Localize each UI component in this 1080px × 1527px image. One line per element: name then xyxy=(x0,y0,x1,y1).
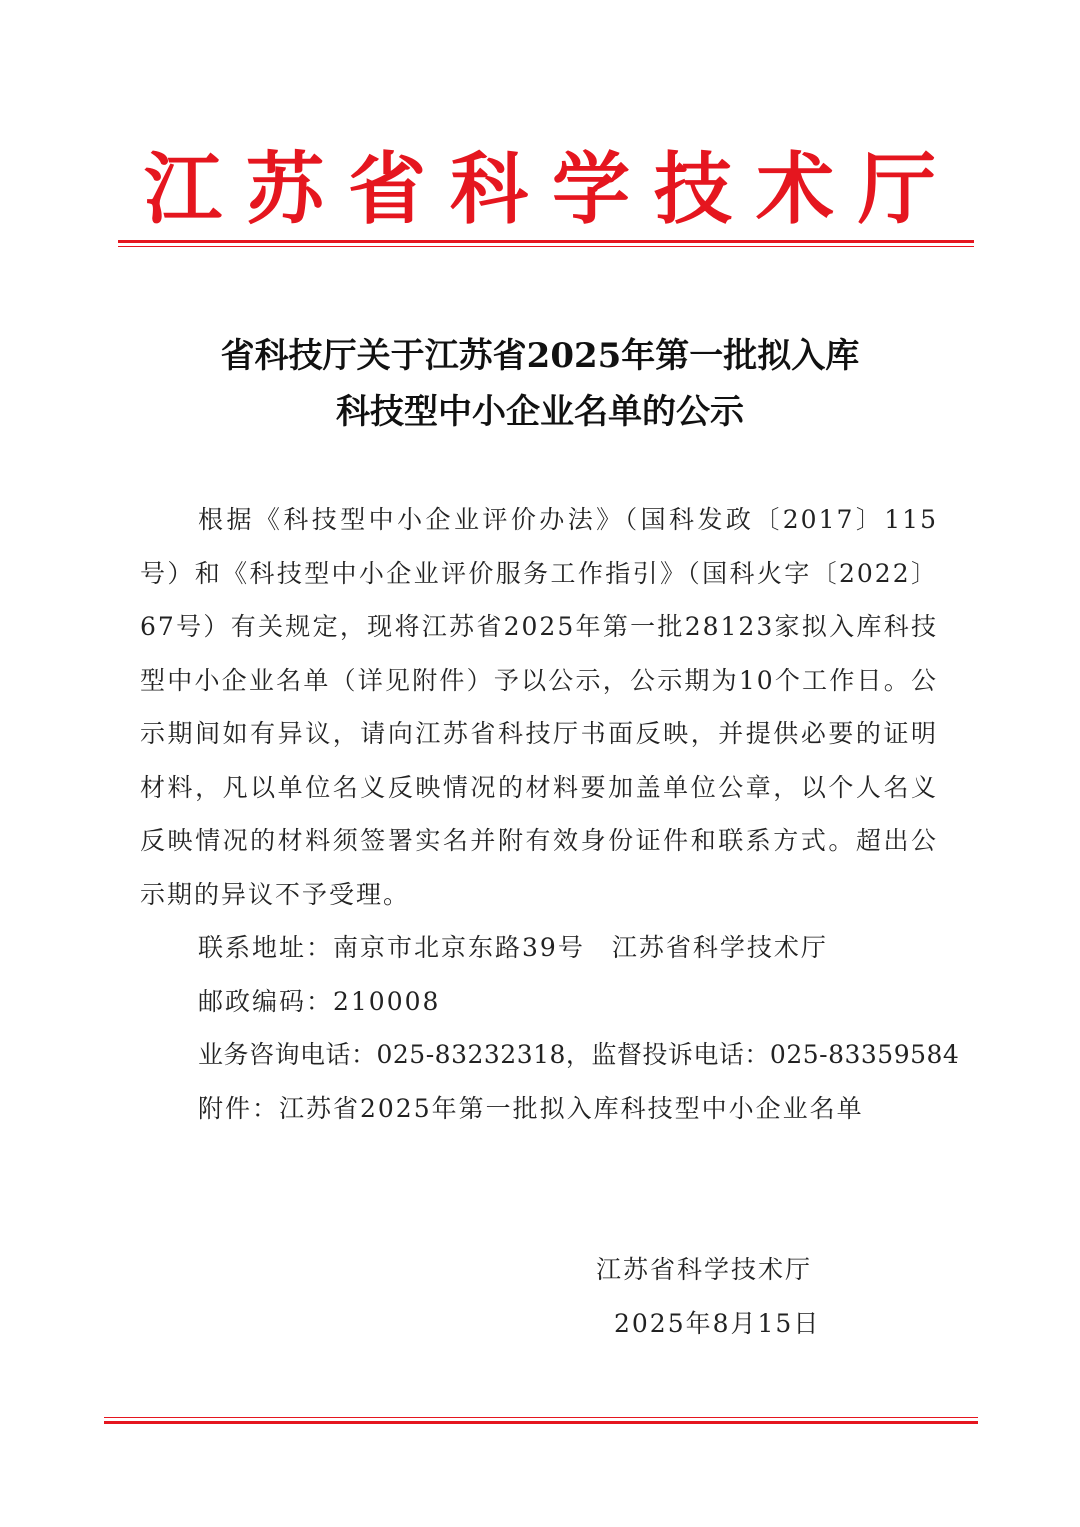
signature-date: 2025年8月15日 xyxy=(614,1308,821,1338)
letterhead-org-name: 江苏省科学技术厅 xyxy=(143,145,960,235)
document-body xyxy=(140,493,960,1135)
footer-divider-thick xyxy=(104,1421,978,1424)
footer-divider-thin xyxy=(104,1417,978,1418)
attachment-note: 附件：江苏省2025年第一批拟入库科技型中小企业名单 xyxy=(198,1093,864,1123)
body-paragraph: 根据《科技型中小企业评价办法》（国科发政〔2017〕115号）和《科技型中小企业评价服务工作指引》（国科火字〔2022〕67号）有关规定，现将江苏省2025年第一批28123家拟入库科技型中小企业名单（详见附件）予以公示，公示期为10个工作日。公示期间如有异议，请向江苏省科技厅书面反映，并提供必要的证明材料，凡以单位名义反映情况的材料要加盖单位公章，以个人名义反映情况的材料须签署实名并附有效身份证件和联系方式。超出公示期的异议不予受理。 xyxy=(140,505,938,909)
postal-code: 邮政编码：210008 xyxy=(198,986,441,1016)
contact-address: 联系地址：南京市北京东路39号 江苏省科学技术厅 xyxy=(198,933,828,962)
contact-phones: 业务咨询电话：025-83232318，监督投诉电话：025-83359584 xyxy=(198,1040,960,1069)
document-title-line-1: 省科技厅关于江苏省2025年第一批拟入库 xyxy=(220,336,860,376)
letterhead-divider-thick xyxy=(118,240,974,243)
signature-org: 江苏省科学技术厅 xyxy=(596,1255,813,1284)
document-title xyxy=(0,328,1080,440)
signature-block xyxy=(560,1243,860,1350)
document-title-line-2: 科技型中小企业名单的公示 xyxy=(336,392,744,432)
letterhead-divider-thin xyxy=(118,246,974,247)
